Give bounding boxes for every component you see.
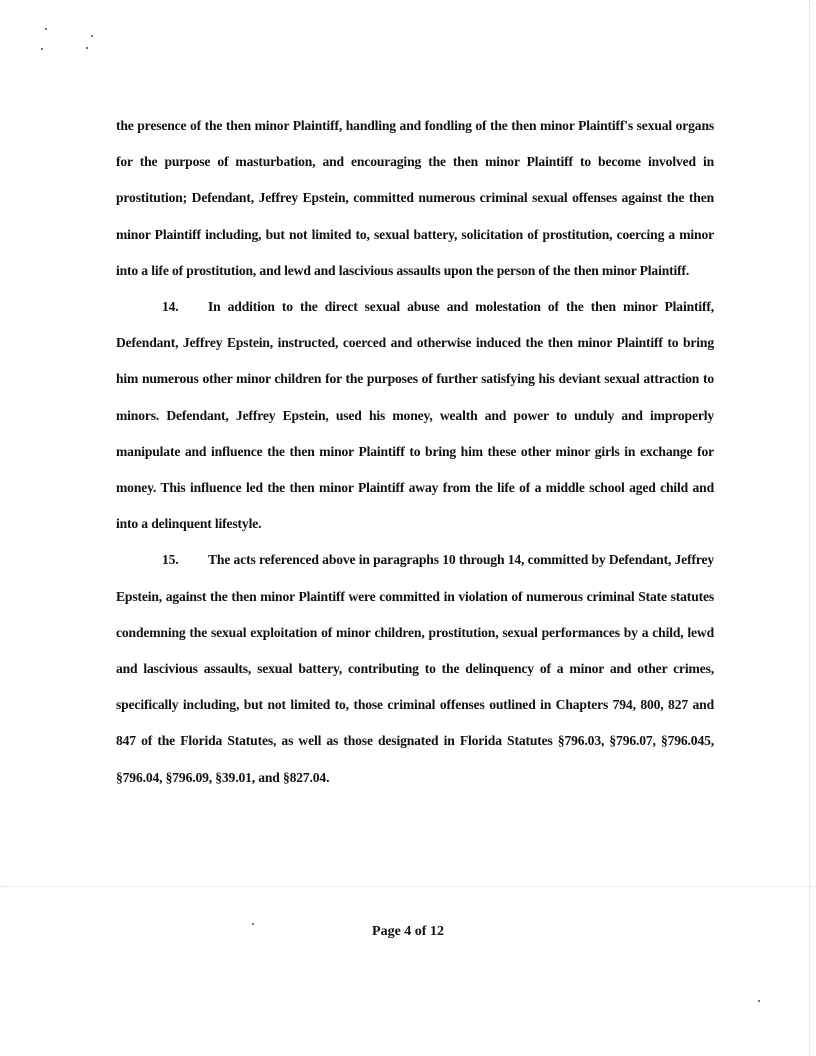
scan-speck bbox=[86, 47, 88, 49]
paragraph-number: 14. bbox=[162, 299, 179, 315]
paragraph-15 bbox=[116, 542, 714, 795]
scan-speck bbox=[41, 48, 43, 50]
document-body bbox=[116, 108, 714, 796]
page-footer: Page 4 of 12 bbox=[372, 924, 444, 939]
scan-divider-line bbox=[0, 886, 816, 887]
paragraph-text: In addition to the direct sexual abuse and molestation of the then minor Plaintiff, Defendant, Jeffrey Epstein, instructed, coerced and otherwise induced the then minor Plaintiff to bring him numerous other minor children for the purposes of further satisfying his deviant sexual attraction to minors. Defendant, Jeffrey Epstein, used his money, wealth and power to unduly and improperly manipulate and influence the then minor Plaintiff to bring him these other minor girls in exchange for money. This influence led the then minor Plaintiff away from the life of a middle school aged child and into a delinquent lifestyle. bbox=[116, 299, 714, 532]
scan-edge-line bbox=[808, 0, 810, 1056]
scan-speck bbox=[758, 1000, 760, 1002]
scan-speck bbox=[91, 35, 93, 37]
paragraph-number: 15. bbox=[162, 552, 179, 568]
scan-speck bbox=[45, 28, 47, 30]
paragraph-text: The acts referenced above in paragraphs 10 through 14, committed by Defendant, Jeffrey Epstein, against the then minor Plaintiff were committed in violation of numerous criminal State statutes condemning the sexual exploitation of minor children, prostitution, sexual performances by a child, lewd and lascivious assaults, sexual battery, contributing to the delinquency of a minor and other crimes, specifically including, but not limited to, those criminal offenses outlined in Chapters 794, 800, 827 and 847 of the Florida Statutes, as well as those designated in Florida Statutes §796.03, §796.07, §796.045, §796.04, §796.09, §39.01, and §827.04. bbox=[116, 552, 714, 785]
continuation-paragraph: the presence of the then minor Plaintiff, handling and fondling of the then minor Plaintiff's sexual organs for the purpose of masturbation, and encouraging the then minor Plaintiff to become involved in prostitution; Defendant, Jeffrey Epstein, committed numerous criminal sexual offenses against the then minor Plaintiff including, but not limited to, sexual battery, solicitation of prostitution, coercing a minor into a life of prostitution, and lewd and lascivious assaults upon the person of the then minor Plaintiff. bbox=[116, 118, 714, 278]
paragraph-14 bbox=[116, 289, 714, 542]
